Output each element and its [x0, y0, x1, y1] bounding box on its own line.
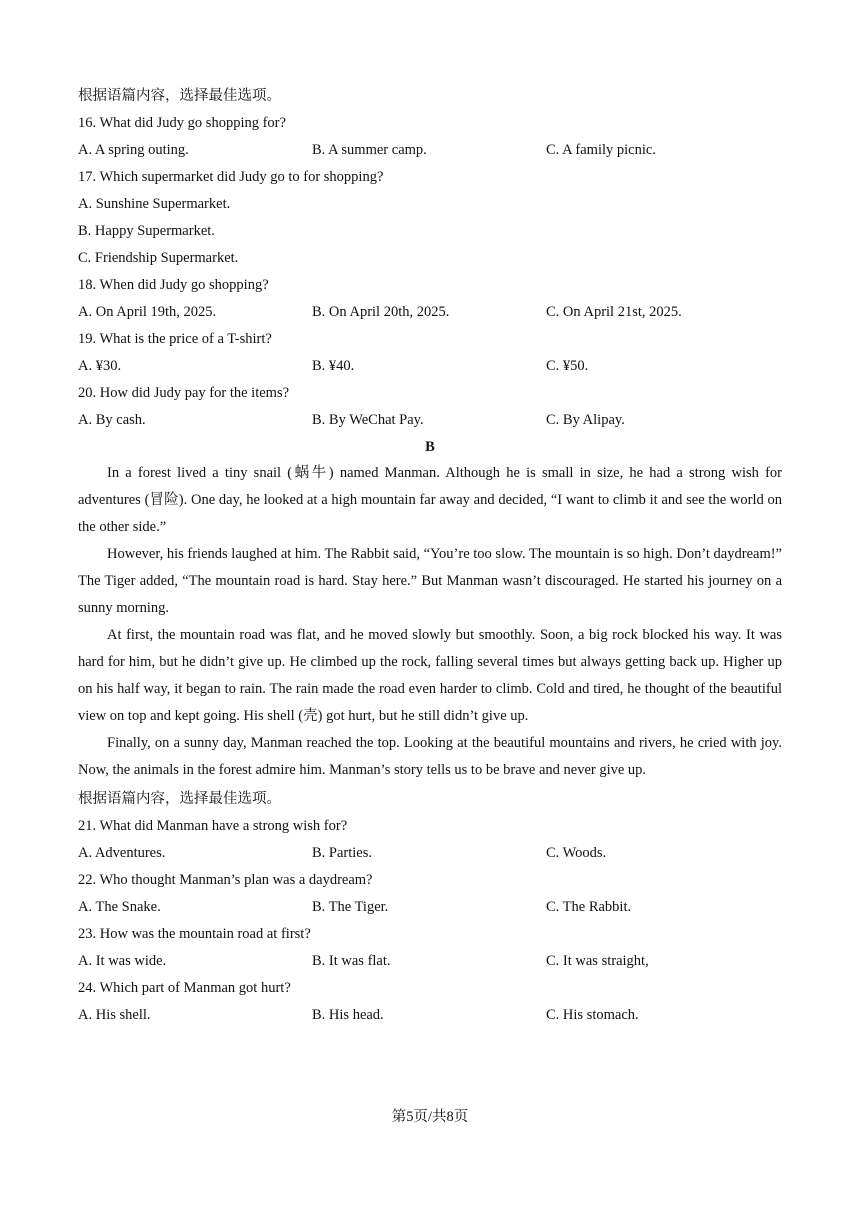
q20-option-a: A. By cash.: [78, 412, 146, 428]
page-number: 第5页/共8页: [391, 1109, 469, 1125]
q22-option-b: B. The Tiger.: [312, 899, 389, 915]
question-18: 18. When did Judy go shopping?: [78, 277, 269, 293]
question-21: 21. What did Manman have a strong wish for?: [78, 818, 348, 834]
q21-option-b: B. Parties.: [312, 845, 373, 861]
q16-option-b: B. A summer camp.: [312, 142, 427, 158]
q18-option-b: B. On April 20th, 2025.: [312, 304, 450, 320]
question-16: 16. What did Judy go shopping for?: [78, 115, 286, 131]
q23-option-b: B. It was flat.: [312, 953, 391, 969]
passage-b: [78, 460, 782, 784]
passage-paragraph-3: At first, the mountain road was flat, and he moved slowly but smoothly. Soon, a big rock blocked his way. It was hard for him, but he didn’t give up. He climbed up the rock, falling several times but always getting back up. Higher up on his half way, it began to rain. The rain made the road even harder to climb. Cold and tired, he thought of the beautiful view on top and kept going. His shell (壳) got hurt, but he still didn’t give up.: [78, 627, 782, 724]
question-17: 17. Which supermarket did Judy go to for shopping?: [78, 169, 384, 185]
instruction-a: 根据语篇内容，选择最佳选项。: [78, 88, 281, 104]
q17-option-b: B. Happy Supermarket.: [78, 223, 215, 239]
passage-paragraph-2: However, his friends laughed at him. The Rabbit said, “You’re too slow. The mountain is so high. Don’t daydream!” The Tiger added, “The mountain road is hard. Stay here.” But Manman wasn’t discouraged. He started his journey on a sunny morning.: [78, 546, 782, 616]
q17-option-c: C. Friendship Supermarket.: [78, 250, 239, 266]
q20-option-c: C. By Alipay.: [546, 412, 625, 428]
q22-option-c: C. The Rabbit.: [546, 899, 632, 915]
q19-option-b: B. ¥40.: [312, 358, 355, 374]
q24-option-c: C. His stomach.: [546, 1007, 639, 1023]
q19-option-c: C. ¥50.: [546, 358, 589, 374]
question-23: 23. How was the mountain road at first?: [78, 926, 311, 942]
q23-option-c: C. It was straight,: [546, 953, 649, 969]
q24-option-a: A. His shell.: [78, 1007, 151, 1023]
q22-option-a: A. The Snake.: [78, 899, 161, 915]
q18-option-a: A. On April 19th, 2025.: [78, 304, 217, 320]
q17-option-a: A. Sunshine Supermarket.: [78, 196, 231, 212]
section-b-title: B: [425, 439, 435, 455]
instruction-b: 根据语篇内容，选择最佳选项。: [78, 791, 281, 807]
q23-option-a: A. It was wide.: [78, 953, 167, 969]
question-24: 24. Which part of Manman got hurt?: [78, 980, 291, 996]
q24-option-b: B. His head.: [312, 1007, 384, 1023]
q19-option-a: A. ¥30.: [78, 358, 122, 374]
q16-option-c: C. A family picnic.: [546, 142, 656, 158]
q20-option-b: B. By WeChat Pay.: [312, 412, 424, 428]
q21-option-c: C. Woods.: [546, 845, 607, 861]
q16-option-a: A. A spring outing.: [78, 142, 189, 158]
question-19: 19. What is the price of a T-shirt?: [78, 331, 272, 347]
q18-option-c: C. On April 21st, 2025.: [546, 304, 682, 320]
question-22: 22. Who thought Manman’s plan was a daydream?: [78, 872, 373, 888]
q21-option-a: A. Adventures.: [78, 845, 166, 861]
question-20: 20. How did Judy pay for the items?: [78, 385, 290, 401]
passage-paragraph-4: Finally, on a sunny day, Manman reached the top. Looking at the beautiful mountains and rivers, he cried with joy. Now, the animals in the forest admire him. Manman’s story tells us to be brave and never give up.: [78, 735, 782, 778]
passage-paragraph-1: In a forest lived a tiny snail (蜗牛) named Manman. Although he is small in size, he had a strong wish for adventures (冒险). One day, he looked at a high mountain far away and decided, “I want to climb it and see the world on the other side.”: [78, 465, 782, 535]
